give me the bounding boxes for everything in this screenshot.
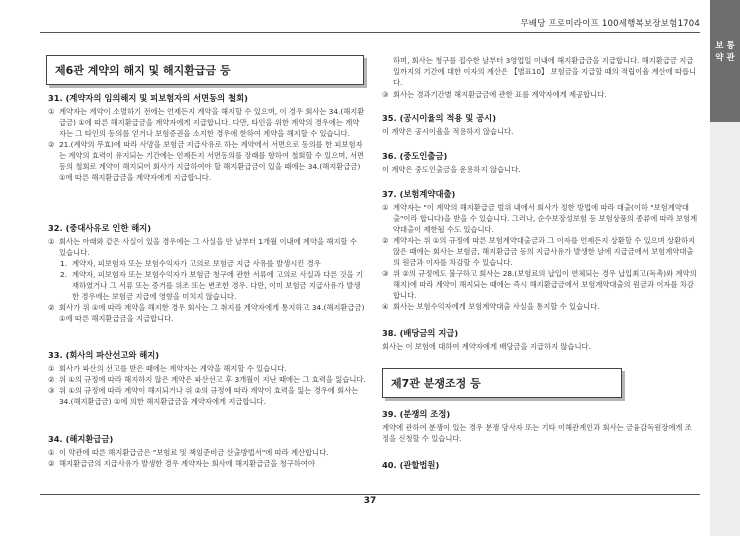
article-33-item-2: ② 위 ①의 규정에 따라 해지하지 않은 계약은 파산선고 후 3개월이 지난 때에는 그 효력을 잃습니다.	[48, 375, 366, 384]
article-35-title: 35. (공시이율의 적용 및 공시)	[382, 113, 496, 123]
side-strip	[710, 122, 740, 536]
article-38-body: 회사는 이 보험에 대하여 계약자에게 배당금을 지급하지 않습니다.	[382, 342, 591, 351]
header-text: 무배당 프로미라이프 100세행복보장보험1704	[520, 19, 700, 29]
article-32-sub-2: 2. 계약자, 피보험자 또는 보험수익자가 보험금 청구에 관한 서류에 고의로 사실과 다른 것을 기재하였거나 그 서류 또는 증거를 위조 또는 변조한 경우. 다만, 이미 보험금 지급사유가 발생한 경우에는 보험금 지급에 영향을 미치지 않습니다.	[60, 270, 363, 301]
article-32-sub-1: 1. 계약자, 피보험자 또는 보험수익자가 고의로 보험금 지급 사유를 발생시킨 경우	[60, 259, 321, 268]
article-32-body	[48, 236, 366, 324]
side-tab[interactable]	[710, 0, 740, 122]
article-35-body: 이 계약은 공시이율을 적용하지 않습니다.	[382, 127, 514, 136]
article-32-title: 32. (중대사유로 인한 해지)	[48, 223, 152, 233]
article-36-body: 이 계약은 중도인출금을 운용하지 않습니다.	[382, 165, 521, 174]
article-31-body	[48, 106, 366, 183]
article-39-title: 39. (분쟁의 조정)	[382, 409, 451, 419]
chapter-6-title: 제6관 계약의 해지 및 해지환급금 등	[46, 55, 364, 85]
article-37-item-2: ② 계약자는 위 ①의 규정에 따른 보험계약대출금과 그 이자를 언제든지 상환할 수 있으며 상환하지 않은 때에는 회사는 보험금, 해지환급금 등의 지급사유가 발생한 날에 지급금에서 보험계약대출의 원금과 이자를 차감할 수 있습니다.	[382, 236, 696, 267]
article-33-body	[48, 363, 366, 407]
article-32-item-2: ② 회사가 위 ①에 따라 계약을 해지한 경우 회사는 그 취지를 계약자에게 통지하고 34.(해지환급금) ①에 따른 해지환급금을 지급합니다.	[48, 303, 365, 323]
page-number: 37	[363, 496, 377, 506]
article-31-item-2: ② 21.(계약의 무효)에 따라 사망을 보험금 지급사유로 하는 계약에서 서면으로 동의를 한 피보험자는 계약의 효력이 유지되는 기간에는 언제든지 서면동의를 장래를 향하여 철회할 수 있으며, 서면동의 철회로 계약이 해지되어 회사가 지급하여야 할 해지환급금이 있을 때에는 34.(해지환급금) ①에 따른 해지환급금을 계약자에게 지급합니다.	[48, 140, 365, 182]
article-34-title: 34. (해지환급금)	[48, 434, 114, 444]
article-34-body	[48, 447, 366, 469]
article-37-item-3: ③ 위 ②의 규정에도 불구하고 회사는 28.(보험료의 납입이 연체되는 경우 납입최고(독촉)와 계약의 해지)에 따라 계약이 해지되는 때에는 즉시 해지환급금에서 보험계약대출의 원금과 이자를 차감합니다.	[382, 269, 697, 300]
article-34-item-3: ③ 회사는 경과기간별 해지환급금에 관한 표를 계약자에게 제공합니다.	[382, 90, 607, 99]
article-33-title: 33. (회사의 파산선고와 해지)	[48, 350, 160, 360]
article-37-title: 37. (보험계약대출)	[382, 189, 456, 199]
article-37-body	[382, 202, 698, 312]
article-38-title: 38. (배당금의 지급)	[382, 328, 459, 338]
article-40-title: 40. (관할법원)	[382, 460, 440, 470]
article-33-item-1: ① 회사가 파산의 선고를 받은 때에는 계약자는 계약을 해지할 수 있습니다.	[48, 364, 287, 373]
article-37-item-1: ① 계약자는 "이 계약의 해지환급금 범위 내에서 회사가 정한 방법에 따라 대출(이하 "보험계약대출"이라 합니다)을 받을 수 있습니다. 그러나, 순수보장성보험 등 보험상품의 종류에 따라 보험계약대출이 제한될 수도 있습니다.	[382, 203, 698, 234]
article-32-item-1: ① 회사는 아래와 같은 사실이 있을 경우에는 그 사실을 안 날부터 1개월 이내에 계약을 해지할 수 있습니다.	[48, 237, 357, 257]
article-31-title: 31. (계약자의 임의해지 및 피보험자의 서면동의 철회)	[48, 93, 248, 103]
article-33-item-3: ③ 위 ①의 규정에 따라 계약이 해지되거나 위 ②의 규정에 따라 계약이 효력을 잃는 경우에 회사는 34.(해지환급금) ①에 의한 해지환급금을 계약자에게 지급합니다.	[48, 386, 359, 406]
chapter-7-title: 제7관 분쟁조정 등	[382, 368, 622, 398]
footer-rule	[40, 494, 700, 495]
header-rule	[40, 32, 700, 33]
article-34-item-2: ② 해지환급금의 지급사유가 발생한 경우 계약자는 회사에 해지환급금을 청구하여야	[48, 459, 315, 468]
article-39-body: 계약에 관하여 분쟁이 있는 경우 분쟁 당사자 또는 기타 이해관계인과 회사는 금융감독원장에게 조정을 신청할 수 있습니다.	[382, 423, 692, 443]
article-37-item-4: ④ 회사는 보험수익자에게 보험계약대출 사실을 통지할 수 있습니다.	[382, 302, 600, 311]
article-34-item-1: ① 이 약관에 따른 해지환급금은 "보험료 및 책임준비금 산출방법서"에 따라 계산합니다.	[48, 448, 329, 457]
article-31-item-1: ① 계약자는 계약이 소멸하기 전에는 언제든지 계약을 해지할 수 있으며, 이 경우 회사는 34.(해지환급금) ①에 따른 해지환급금을 계약자에게 지급합니다. 다만, 타인을 위한 계약의 경우에는 계약자는 그 타인의 동의를 얻거나 보험증권을 소지한 경우에 한하여 계약을 해지할 수 있습니다.	[48, 107, 365, 138]
article-34-continued: 하며, 회사는 청구를 접수한 날부터 3영업일 이내에 해지환급금을 지급합니다. 해지환급금 지급일까지의 기간에 대한 이자의 계산은 【별표10】 보험금을 지급할 때의 적립이율 계산에 따릅니다.	[393, 56, 697, 87]
article-36-title: 36. (중도인출금)	[382, 151, 448, 161]
side-tab-label: 보 통 약 관	[715, 41, 735, 63]
